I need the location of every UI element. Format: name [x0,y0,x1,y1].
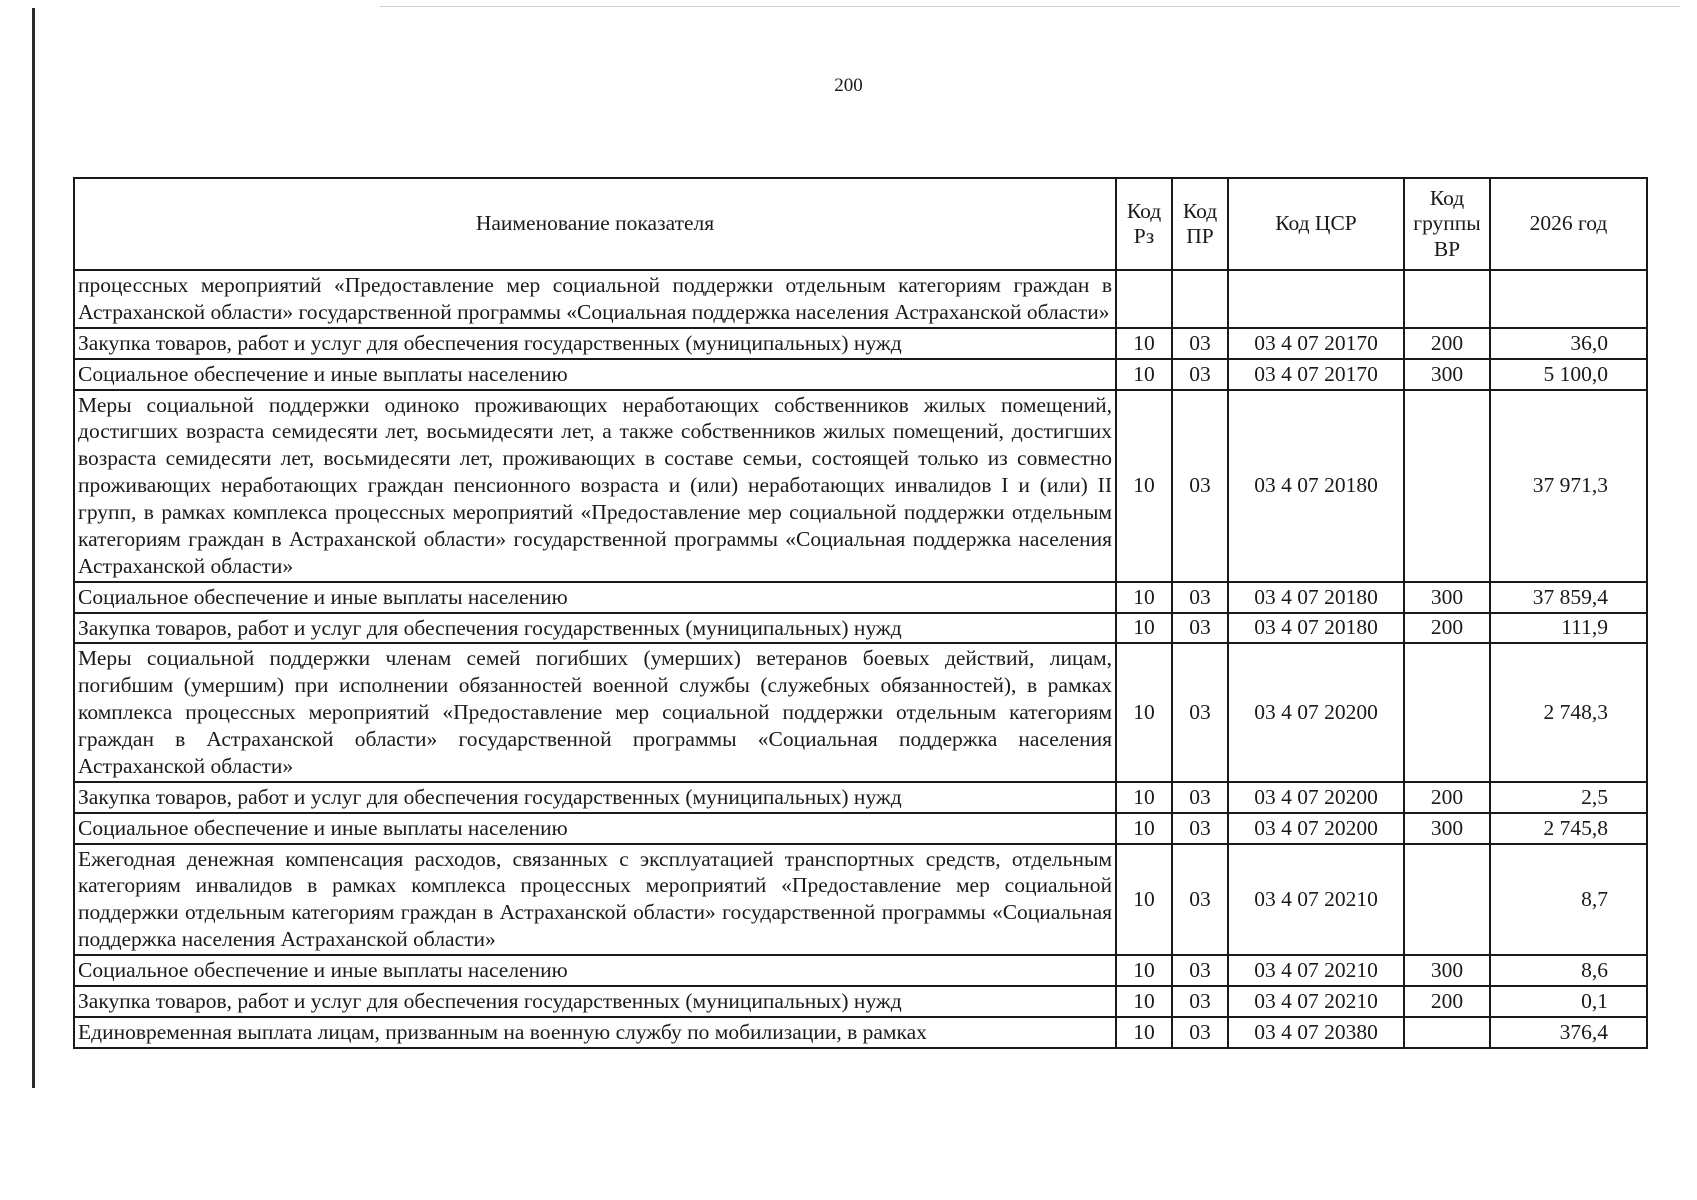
row-vr: 300 [1404,955,1490,986]
row-pr: 03 [1172,582,1228,613]
row-pr: 03 [1172,1017,1228,1048]
header-csr: Код ЦСР [1228,178,1404,270]
row-name: Социальное обеспечение и иные выплаты населению [74,582,1116,613]
row-rz: 10 [1116,643,1172,781]
row-pr: 03 [1172,813,1228,844]
row-value: 37 971,3 [1490,390,1647,582]
header-rz: Код Рз [1116,178,1172,270]
row-pr: 03 [1172,782,1228,813]
row-name: Закупка товаров, работ и услуг для обеспечения государственных (муниципальных) нужд [74,613,1116,644]
row-name: Социальное обеспечение и иные выплаты населению [74,359,1116,390]
row-csr: 03 4 07 20180 [1228,390,1404,582]
header-name: Наименование показателя [74,178,1116,270]
row-rz: 10 [1116,328,1172,359]
row-name: Единовременная выплата лицам, призванным на военную службу по мобилизации, в рамках [74,1017,1116,1048]
table-row [74,955,1647,986]
row-rz: 10 [1116,613,1172,644]
row-rz: 10 [1116,782,1172,813]
row-vr: 200 [1404,986,1490,1017]
header-year: 2026 год [1490,178,1647,270]
row-csr: 03 4 07 20210 [1228,986,1404,1017]
row-name: Социальное обеспечение и иные выплаты населению [74,813,1116,844]
row-name: Закупка товаров, работ и услуг для обеспечения государственных (муниципальных) нужд [74,782,1116,813]
row-pr: 03 [1172,390,1228,582]
table-row [74,844,1647,956]
row-value [1490,270,1647,328]
row-vr: 300 [1404,359,1490,390]
row-rz: 10 [1116,359,1172,390]
table-row [74,782,1647,813]
row-value: 2 748,3 [1490,643,1647,781]
row-value: 376,4 [1490,1017,1647,1048]
table-row [74,390,1647,582]
page-number: 200 [834,75,863,96]
row-value: 36,0 [1490,328,1647,359]
row-vr [1404,643,1490,781]
row-vr: 300 [1404,582,1490,613]
row-pr [1172,270,1228,328]
row-rz: 10 [1116,582,1172,613]
row-name: Закупка товаров, работ и услуг для обеспечения государственных (муниципальных) нужд [74,986,1116,1017]
row-csr: 03 4 07 20180 [1228,613,1404,644]
row-vr: 200 [1404,782,1490,813]
row-vr: 200 [1404,328,1490,359]
row-pr: 03 [1172,359,1228,390]
row-value: 37 859,4 [1490,582,1647,613]
row-rz: 10 [1116,844,1172,956]
row-csr: 03 4 07 20210 [1228,955,1404,986]
table-row [74,813,1647,844]
row-pr: 03 [1172,613,1228,644]
row-vr: 300 [1404,813,1490,844]
table-row [74,359,1647,390]
table-row [74,582,1647,613]
row-csr: 03 4 07 20380 [1228,1017,1404,1048]
row-rz: 10 [1116,955,1172,986]
row-name: Ежегодная денежная компенсация расходов, связанных с эксплуатацией транспортных средств, отдельным категориям инвалидов в рамках комплекса процессных мероприятий «Предоставление мер социальной поддержки отдельным категориям граждан в Астраханской области» государственной программы «Социальная поддержка населения Астраханской области» [74,844,1116,956]
row-value: 5 100,0 [1490,359,1647,390]
row-csr: 03 4 07 20200 [1228,813,1404,844]
row-value: 8,6 [1490,955,1647,986]
row-vr [1404,844,1490,956]
row-pr: 03 [1172,986,1228,1017]
row-value: 0,1 [1490,986,1647,1017]
table-body [74,270,1647,1048]
row-name: Меры социальной поддержки членам семей погибших (умерших) ветеранов боевых действий, лицам, погибшим (умершим) при исполнении обязанностей военной службы (служебных обязанностей), в рамках комплекса процессных мероприятий «Предоставление мер социальной поддержки отдельным категориям граждан в Астраханской области» государственной программы «Социальная поддержка населения Астраханской области» [74,643,1116,781]
row-name: Закупка товаров, работ и услуг для обеспечения государственных (муниципальных) нужд [74,328,1116,359]
row-csr: 03 4 07 20200 [1228,782,1404,813]
header-vr: Код группы ВР [1404,178,1490,270]
row-pr: 03 [1172,328,1228,359]
row-csr: 03 4 07 20170 [1228,328,1404,359]
table-row [74,1017,1647,1048]
table-row [74,613,1647,644]
row-rz: 10 [1116,1017,1172,1048]
row-rz: 10 [1116,986,1172,1017]
row-vr [1404,1017,1490,1048]
row-csr: 03 4 07 20170 [1228,359,1404,390]
row-pr: 03 [1172,643,1228,781]
row-name: процессных мероприятий «Предоставление мер социальной поддержки отдельным категориям граждан в Астраханской области» государственной программы «Социальная поддержка населения Астраханской области» [74,270,1116,328]
row-vr [1404,390,1490,582]
row-value: 2 745,8 [1490,813,1647,844]
row-name: Меры социальной поддержки одиноко проживающих неработающих собственников жилых помещений, достигших возраста семидесяти лет, восьмидесяти лет, а также собственников жилых помещений, достигших возраста семидесяти лет, восьмидесяти лет, проживающих в составе семьи, состоящей только из совместно проживающих неработающих граждан пенсионного возраста и (или) неработающих инвалидов I и (или) II групп, в рамках комплекса процессных мероприятий «Предоставление мер социальной поддержки отдельным категориям граждан в Астраханской области» государственной программы «Социальная поддержка населения Астраханской области» [74,390,1116,582]
row-csr: 03 4 07 20200 [1228,643,1404,781]
row-pr: 03 [1172,955,1228,986]
header-pr: Код ПР [1172,178,1228,270]
scan-top-rule [380,6,1680,7]
table-row [74,328,1647,359]
row-csr: 03 4 07 20210 [1228,844,1404,956]
row-pr: 03 [1172,844,1228,956]
table-row [74,270,1647,328]
row-value: 2,5 [1490,782,1647,813]
row-vr: 200 [1404,613,1490,644]
row-name: Социальное обеспечение и иные выплаты населению [74,955,1116,986]
row-csr [1228,270,1404,328]
row-rz [1116,270,1172,328]
budget-table [73,177,1648,1049]
table-row [74,643,1647,781]
table-header-row [74,178,1647,270]
row-value: 111,9 [1490,613,1647,644]
row-rz: 10 [1116,813,1172,844]
row-vr [1404,270,1490,328]
binding-margin-line [32,8,35,1088]
table-row [74,986,1647,1017]
row-value: 8,7 [1490,844,1647,956]
row-rz: 10 [1116,390,1172,582]
row-csr: 03 4 07 20180 [1228,582,1404,613]
